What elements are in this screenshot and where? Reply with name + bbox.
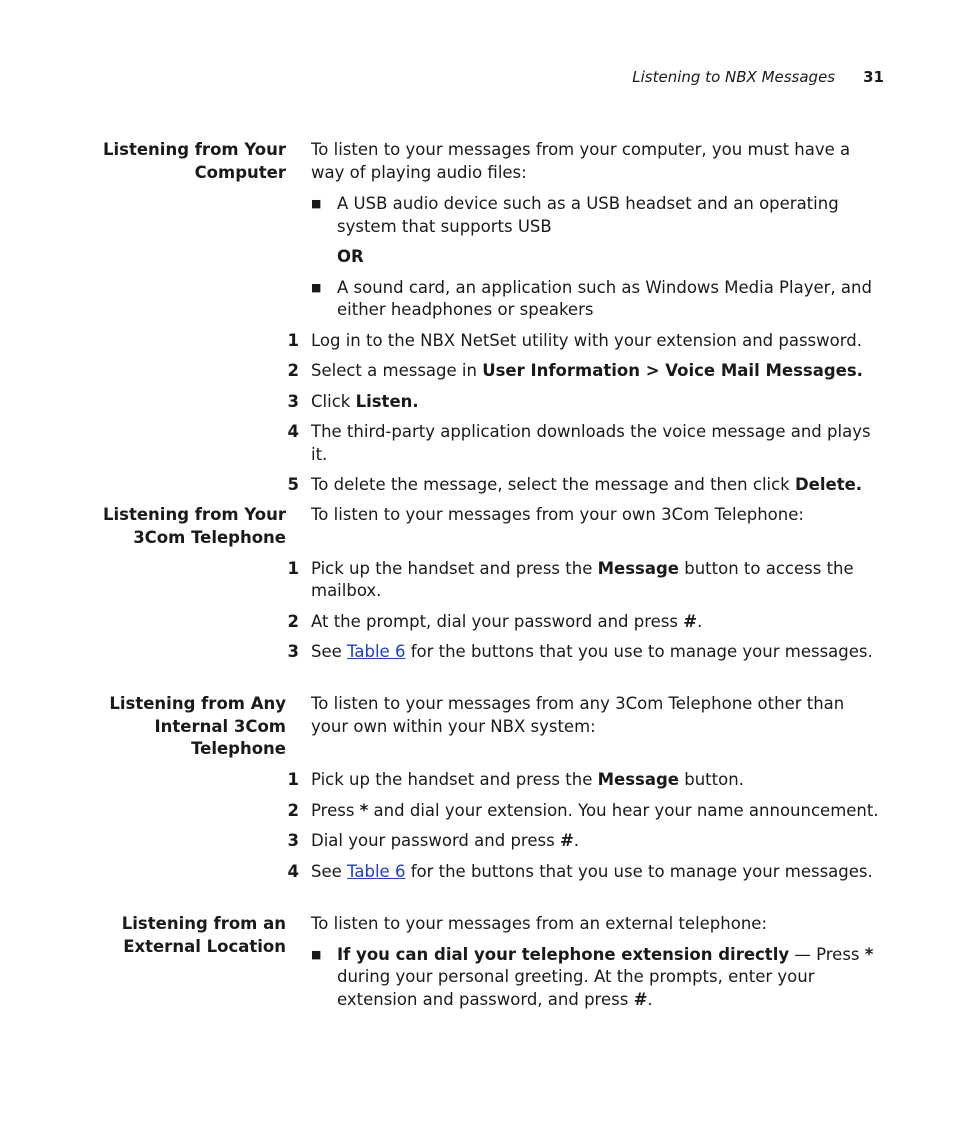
- intro-paragraph: To listen to your messages from your computer, you must have a way of playing audio files:: [311, 140, 851, 182]
- section-body: [287, 504, 886, 664]
- intro-paragraph: To listen to your messages from an external telephone:: [311, 914, 767, 933]
- table-6-link[interactable]: Table 6: [347, 861, 406, 881]
- page-number: 31: [863, 68, 884, 86]
- or-label: OR: [337, 247, 364, 266]
- square-bullet-icon: ■: [311, 947, 322, 961]
- section-heading: Listening from Your Computer: [102, 140, 286, 182]
- step-item: 4 See Table 6 for the buttons that you use to manage your messages.: [287, 861, 873, 881]
- running-title: Listening to NBX Messages: [632, 68, 836, 86]
- running-header: [600, 67, 884, 87]
- section-body: [287, 693, 886, 883]
- step-item: 1 Pick up the handset and press the Message button to access the mailbox.: [287, 558, 854, 600]
- step-item: 4 The third-party application downloads the voice message and plays it.: [287, 422, 871, 464]
- intro-paragraph: To listen to your messages from any 3Com Telephone other than your own within your NBX system:: [311, 694, 845, 736]
- step-item: 2 Press * and dial your extension. You hear your name announcement.: [287, 800, 879, 820]
- step-item: 3 See Table 6 for the buttons that you use to manage your messages.: [287, 642, 873, 661]
- section-heading: Listening from an External Location: [121, 914, 286, 956]
- step-item: 3 Dial your password and press #.: [287, 831, 580, 850]
- step-item: 2 Select a message in User Information > Voice Mail Messages.: [287, 361, 863, 380]
- step-item: 2 At the prompt, dial your password and press #.: [287, 611, 703, 631]
- table-6-link[interactable]: Table 6: [347, 642, 406, 661]
- intro-paragraph: To listen to your messages from your own 3Com Telephone:: [311, 505, 804, 524]
- section-heading: Listening from Any Internal 3Com Telephone: [109, 694, 286, 758]
- bullet-item: ■ If you can dial your telephone extension directly — Press * during your personal greeting. At the prompts, enter your extension and password, and press #.: [311, 944, 874, 1009]
- bullet-item: ■ A USB audio device such as a USB headset and an operating system that supports USB: [311, 194, 839, 236]
- section-body: [287, 139, 886, 497]
- square-bullet-icon: ■: [311, 280, 322, 294]
- step-item: 1 Pick up the handset and press the Message button.: [287, 770, 744, 789]
- section-body: [311, 913, 886, 1011]
- bullet-item: ■ A sound card, an application such as Windows Media Player, and either headphones or speakers: [311, 277, 872, 319]
- section-heading: Listening from Your 3Com Telephone: [102, 505, 286, 547]
- step-item: 3 Click Listen.: [287, 391, 419, 411]
- step-item: 1 Log in to the NBX NetSet utility with your extension and password.: [287, 330, 862, 350]
- square-bullet-icon: ■: [311, 197, 322, 210]
- step-item: 5 To delete the message, select the message and then click Delete.: [287, 475, 863, 494]
